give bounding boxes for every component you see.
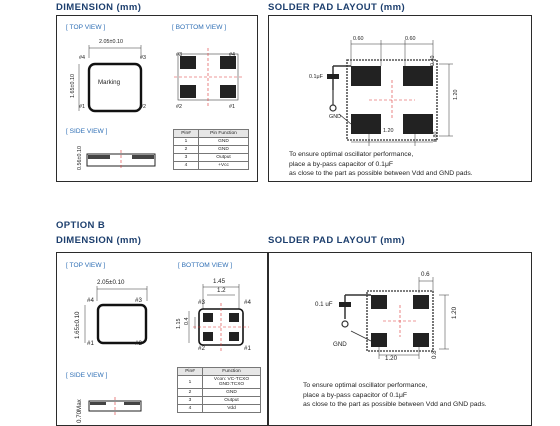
capacitor-label: 0.1μF bbox=[309, 74, 323, 80]
bottom-pin1: #1 bbox=[229, 104, 235, 110]
note-line: To ensure optimal oscillator performance, bbox=[289, 151, 414, 158]
solder-dim-4: 1.20 bbox=[453, 89, 459, 100]
option-b-gnd-label: GND bbox=[333, 341, 347, 348]
table-row bbox=[174, 162, 249, 170]
table-row bbox=[178, 376, 261, 389]
pin-function-table bbox=[173, 129, 249, 170]
table-row bbox=[174, 146, 249, 154]
table-cell: 1 bbox=[174, 138, 199, 146]
dimension-panel bbox=[56, 15, 258, 182]
gnd-label: GND bbox=[329, 114, 341, 120]
table-cell: +Vcc bbox=[199, 162, 249, 170]
side-height-dim: 0.56±0.10 bbox=[77, 146, 83, 170]
top-pin4: #4 bbox=[79, 55, 85, 61]
option-b-solder-pad-panel bbox=[268, 252, 532, 426]
solder-dim-3: 0.40 bbox=[430, 55, 436, 66]
option-b-side-view-label: [ SIDE VIEW ] bbox=[66, 372, 108, 379]
option-b-top-pin1: #1 bbox=[87, 340, 94, 347]
option-b-bypass-note bbox=[303, 381, 487, 410]
table-row bbox=[174, 154, 249, 162]
top-view-drawing bbox=[71, 36, 171, 118]
option-b-bottom-inner-width: 1.2 bbox=[217, 287, 226, 294]
solder-dim-1: 0.60 bbox=[353, 36, 364, 42]
option-b-bottom-pin4: #4 bbox=[244, 299, 251, 306]
table-cell: 3 bbox=[178, 397, 203, 405]
note-line: as close to the part as possible between Vdd and GND pads. bbox=[303, 401, 487, 408]
option-b-top-view-label: [ TOP VIEW ] bbox=[66, 262, 106, 269]
option-b-bottom-outer-width: 1.45 bbox=[213, 278, 226, 285]
dimension-header: DIMENSION (mm) bbox=[56, 2, 142, 13]
table-cell: 2 bbox=[174, 146, 199, 154]
bottom-pin2: #2 bbox=[176, 104, 182, 110]
option-b-top-pin3: #3 bbox=[135, 297, 142, 304]
option-b-dimension-panel bbox=[56, 252, 268, 426]
note-line: To ensure optimal oscillator performance, bbox=[303, 382, 428, 389]
option-b-side-view-drawing bbox=[79, 393, 149, 419]
solder-pad-panel bbox=[268, 15, 532, 182]
option-b-solder-pad-drawing bbox=[321, 269, 471, 369]
table-row bbox=[174, 138, 249, 146]
side-view-label: [ SIDE VIEW ] bbox=[66, 128, 108, 135]
option-b-capacitor-label: 0.1 uF bbox=[315, 301, 333, 308]
table-header-row bbox=[178, 368, 261, 376]
top-pin2: #2 bbox=[140, 104, 146, 110]
table-header-row bbox=[174, 130, 249, 138]
table-cell: 4 bbox=[174, 162, 199, 170]
table-cell: 2 bbox=[178, 389, 203, 397]
option-b-bottom-pin3: #3 bbox=[198, 299, 205, 306]
option-b-solder-dim-4: 0.8 bbox=[431, 350, 438, 359]
option-b-solder-dim-1: 0.6 bbox=[421, 271, 430, 278]
table-header-pin: Pin# bbox=[178, 368, 203, 376]
bottom-view-label: [ BOTTOM VIEW ] bbox=[172, 24, 227, 31]
option-b-bottom-pin1: #1 bbox=[244, 345, 251, 352]
top-height-dim: 1.65±0.10 bbox=[70, 74, 76, 98]
option-b-width-dim: 2.05±0.10 bbox=[97, 279, 125, 286]
option-b-top-pin2: #2 bbox=[135, 340, 142, 347]
table-cell: GND bbox=[203, 389, 261, 397]
table-cell: 1 bbox=[178, 376, 203, 389]
bypass-note bbox=[289, 150, 473, 179]
table-header-pin: Pin# bbox=[174, 130, 199, 138]
solder-dim-5: 1.20 bbox=[383, 128, 394, 134]
note-line: as close to the part as possible between Vdd and GND pads. bbox=[289, 170, 473, 177]
note-line: place a by-pass capacitor of 0.1μF bbox=[289, 160, 394, 168]
option-b-bottom-view-label: [ BOTTOM VIEW ] bbox=[178, 262, 233, 269]
top-width-dim: 2.05±0.10 bbox=[99, 39, 123, 45]
option-b-top-pin4: #4 bbox=[87, 297, 94, 304]
option-b-side-dim: 0.70Max bbox=[76, 399, 83, 423]
table-row bbox=[178, 397, 261, 405]
solder-dim-2: 0.60 bbox=[405, 36, 416, 42]
bottom-pin3: #3 bbox=[176, 52, 182, 58]
marking-text: Marking bbox=[98, 79, 121, 86]
table-cell: GND bbox=[199, 146, 249, 154]
solder-dim-6: 0.80 bbox=[433, 131, 439, 142]
bottom-pin4: #4 bbox=[229, 52, 235, 58]
option-b-top-view-drawing bbox=[71, 281, 171, 353]
option-b-bottom-outer-height: 1.15 bbox=[176, 318, 182, 329]
table-cell: Vdd bbox=[203, 405, 261, 413]
table-header-function: Pin Function bbox=[199, 130, 249, 138]
solder-pad-header: SOLDER PAD LAYOUT (mm) bbox=[268, 2, 406, 13]
side-view-drawing bbox=[77, 146, 157, 174]
table-cell: 4 bbox=[178, 405, 203, 413]
table-cell: Vcon: VC-TCXO GND:TCXO bbox=[203, 376, 261, 389]
option-b-solder-dim-2: 1.20 bbox=[451, 306, 458, 319]
option-b-bottom-pin2: #2 bbox=[198, 345, 205, 352]
option-b-pin-table bbox=[177, 367, 261, 413]
table-header-function: Function bbox=[203, 368, 261, 376]
option-b-solder-header: SOLDER PAD LAYOUT (mm) bbox=[268, 235, 406, 246]
top-pin1: #1 bbox=[79, 104, 85, 110]
top-view-label: [ TOP VIEW ] bbox=[66, 24, 106, 31]
table-cell: GND bbox=[199, 138, 249, 146]
option-b-dimension-header: DIMENSION (mm) bbox=[56, 235, 142, 246]
table-cell: Output bbox=[199, 154, 249, 162]
option-b-height-dim: 1.65±0.10 bbox=[74, 311, 81, 339]
note-line: place a by-pass capacitor of 0.1μF bbox=[303, 391, 408, 399]
table-cell: 3 bbox=[174, 154, 199, 162]
option-b-title: OPTION B bbox=[56, 220, 106, 231]
option-b-bottom-inner-height: 0.4 bbox=[184, 317, 190, 325]
table-cell: Output bbox=[203, 397, 261, 405]
table-row bbox=[178, 405, 261, 413]
table-row bbox=[178, 389, 261, 397]
top-pin3: #3 bbox=[140, 55, 146, 61]
option-b-solder-dim-3: 1.20 bbox=[385, 355, 398, 362]
